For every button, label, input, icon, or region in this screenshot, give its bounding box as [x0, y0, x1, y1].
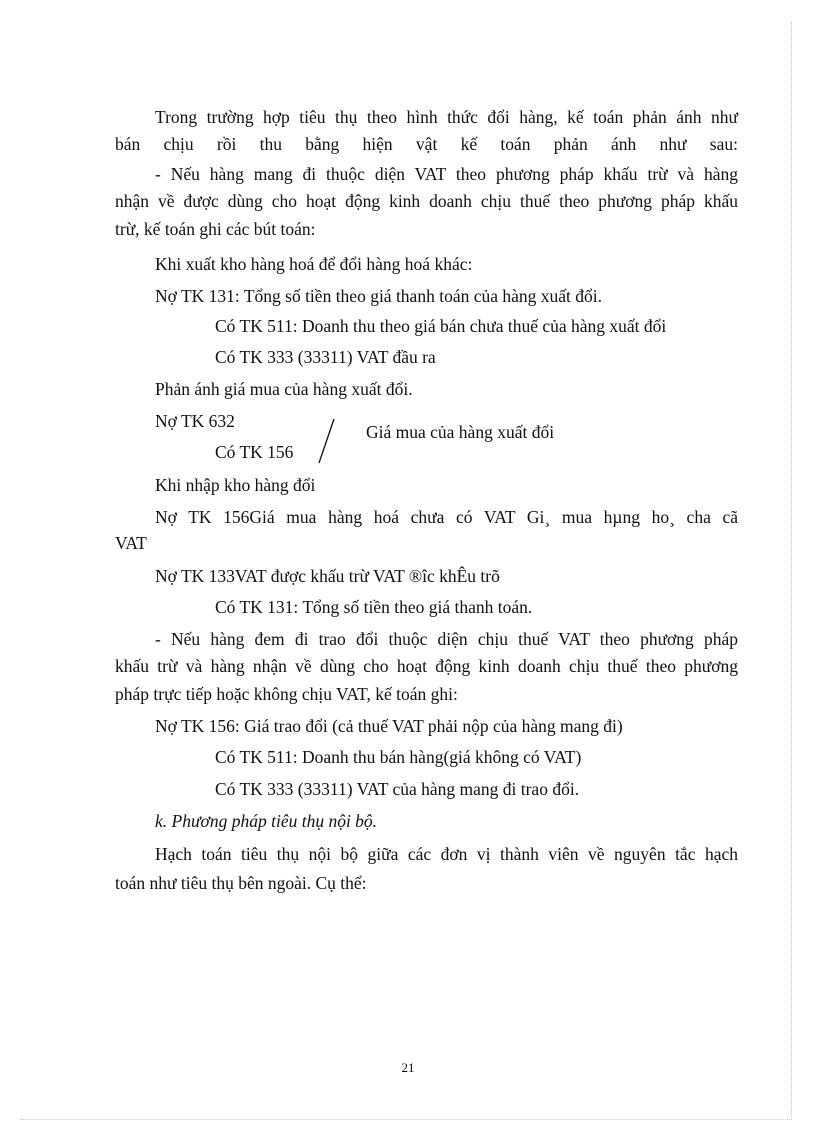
paragraph-line: Phản ánh giá mua của hàng xuất đổi. — [155, 379, 413, 399]
journal-entry-credit: Có TK 131: Tổng số tiền theo giá thanh toán. — [215, 597, 533, 617]
journal-entry-debit: Nợ TK 133VAT được khấu trừ VAT ®îc khÊu trõ — [155, 566, 500, 586]
paragraph-line: bán chịu rồi thu bằng hiện vật kế toán phản ánh như sau: — [115, 134, 738, 154]
paragraph-line: pháp trực tiếp hoặc không chịu VAT, kế toán ghi: — [115, 684, 458, 704]
purchase-price-label: Giá mua của hàng xuất đổi — [366, 422, 555, 442]
paragraph-line: Trong trường hợp tiêu thụ theo hình thức đổi hàng, kế toán phản ánh như — [155, 107, 738, 127]
paragraph-line: Khi nhập kho hàng đổi — [155, 475, 316, 495]
journal-entry-debit: Nợ TK 156Giá mua hàng hoá chưa có VAT Gi¸ mua hµng ho¸ cha cã — [155, 507, 738, 527]
journal-entry-credit: Có TK 511: Doanh thu bán hàng(giá không có VAT) — [215, 747, 582, 767]
journal-entry-debit-cont: VAT — [115, 533, 147, 553]
journal-entry-credit: Có TK 333 (33311) VAT của hàng mang đi trao đổi. — [215, 779, 580, 799]
slash-divider — [316, 417, 338, 465]
paragraph-line: - Nếu hàng đem đi trao đổi thuộc diện chịu thuế VAT theo phương pháp — [155, 629, 738, 649]
paragraph-line: toán như tiêu thụ bên ngoài. Cụ thể: — [115, 873, 367, 893]
paragraph-line: khấu trừ và hàng nhận về dùng cho hoạt động kinh doanh chịu thuế theo phương — [115, 656, 738, 676]
section-heading: k. Phương pháp tiêu thụ nội bộ. — [155, 811, 378, 831]
journal-entry-debit: Nợ TK 131: Tổng số tiền theo giá thanh toán của hàng xuất đổi. — [155, 286, 603, 306]
paragraph-line: Khi xuất kho hàng hoá để đổi hàng hoá khác: — [155, 254, 473, 274]
journal-entry-credit: Có TK 511: Doanh thu theo giá bán chưa thuế của hàng xuất đổi — [215, 316, 667, 336]
journal-entry-credit: Có TK 333 (33311) VAT đầu ra — [215, 347, 436, 367]
paragraph-line: trừ, kế toán ghi các bút toán: — [115, 219, 316, 239]
paragraph-line: - Nếu hàng mang đi thuộc diện VAT theo phương pháp khấu trừ và hàng — [155, 164, 738, 184]
journal-entry-credit: Có TK 156 — [215, 442, 294, 462]
paragraph-line: Hạch toán tiêu thụ nội bộ giữa các đơn vị thành viên về nguyên tắc hạch — [155, 844, 738, 864]
journal-entry-debit: Nợ TK 156: Giá trao đổi (cả thuế VAT phải nộp của hàng mang đi) — [155, 716, 623, 736]
paragraph-line: nhận về được dùng cho hoạt động kinh doanh chịu thuế theo phương pháp khấu — [115, 191, 738, 211]
journal-entry-debit: Nợ TK 632 — [155, 411, 235, 431]
page-number: 21 — [401, 1060, 415, 1075]
